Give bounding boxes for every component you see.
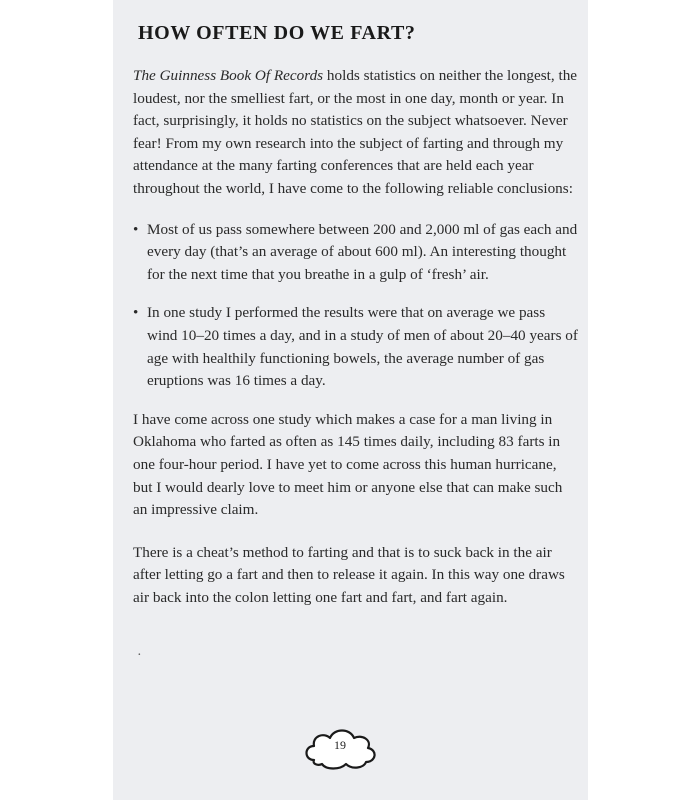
intro-text: holds statistics on neither the longest, the loudest, nor the smelliest fart, or the most in one day, month or year. In fact, surprisingly, it holds no statistics on the subject whatsoever. Never fear! From my own research into the subject of farting and through my attendance at the many farting conferences that are held each year throughout the world, I have come to the following reliable conclusions: (133, 67, 578, 197)
bullet-text: In one study I performed the results were that on average we pass wind 10–20 times a day, and in a study of men of about 20–40 years of age with healthily functioning bowels, the average number of gas eruptions was 16 times a day. (147, 304, 578, 390)
page-content (133, 22, 578, 609)
bullet-marker: • (133, 304, 139, 322)
bullet-text: Most of us pass somewhere between 200 and 2,000 ml of gas each and every day (that’s an average of about 600 ml). An interesting thought for the next time that you breathe in a gulp of ‘fresh’ air. (147, 220, 578, 283)
book-title: The Guinness Book Of Records (133, 67, 324, 84)
bullet-list (133, 219, 578, 393)
intro-paragraph (133, 65, 578, 201)
page-title: HOW OFTEN DO WE FART? (138, 22, 416, 44)
body-paragraph: I have come across one study which makes a case for a man living in Oklahoma who farted as often as 145 times daily, including 83 farts in one four-hour period. I have yet to come across this human hurricane, but I would dearly love to meet him or anyone else that can make such an impressive claim. (133, 410, 563, 519)
page-number: 19 (334, 738, 346, 752)
bullet-marker: • (133, 220, 139, 238)
stray-mark: · (137, 648, 142, 663)
bullet-item (133, 302, 578, 392)
page-number-cloud (300, 716, 380, 776)
body-paragraph: There is a cheat’s method to farting and that is to suck back in the air after letting go a fart and then to release it again. In this way one draws air back into the colon letting one fart and fart, and fart again. (133, 543, 565, 606)
bullet-item (133, 219, 578, 287)
